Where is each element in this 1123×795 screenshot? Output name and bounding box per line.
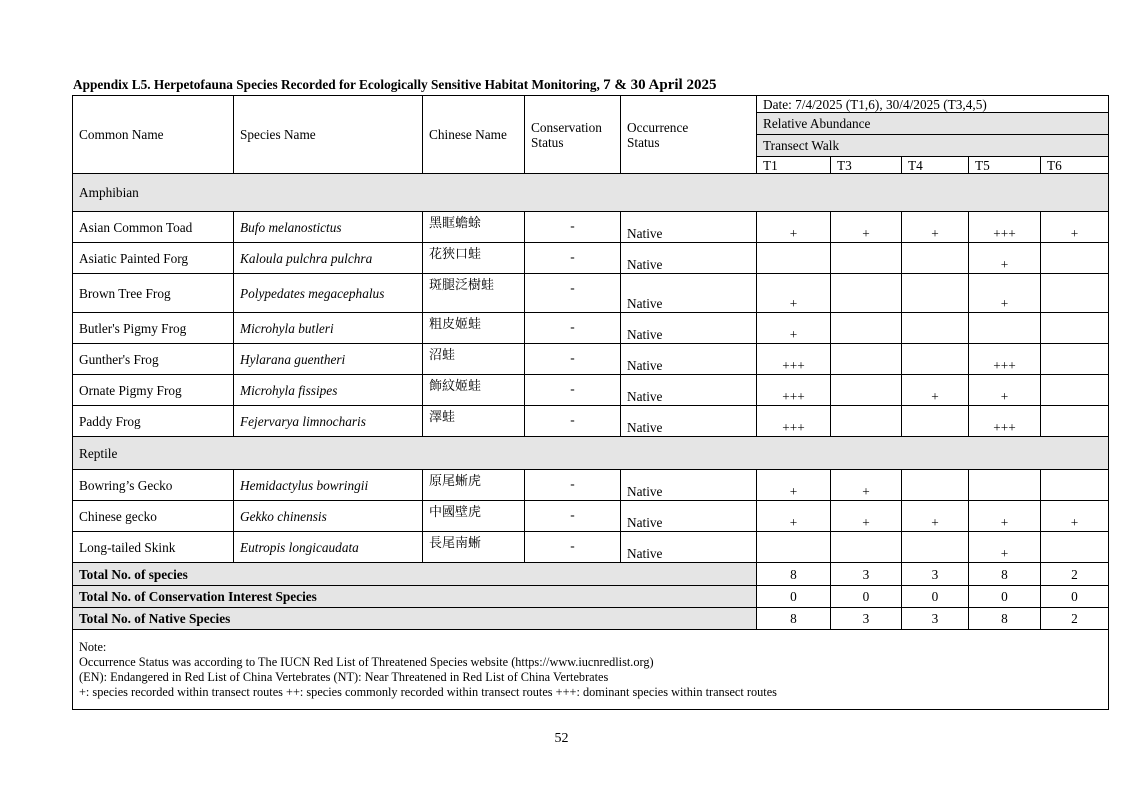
totals-value: 8 (969, 563, 1041, 586)
abundance-cell-t4 (902, 313, 969, 344)
header-row-1 (73, 96, 1109, 113)
occurrence-status-cell: Native (621, 274, 757, 313)
abundance-cell-t1: +++ (757, 344, 831, 375)
abundance-cell-t6 (1041, 243, 1109, 274)
abundance-cell-t4 (902, 243, 969, 274)
notes-cell (73, 630, 1109, 710)
common-name-cell: Ornate Pigmy Frog (73, 375, 234, 406)
header-chinese-name: Chinese Name (423, 96, 525, 174)
table-row (73, 212, 1109, 243)
header-common-name: Common Name (73, 96, 234, 174)
header-transect: T5 (969, 157, 1041, 174)
occurrence-status-cell: Native (621, 532, 757, 563)
abundance-cell-t1: + (757, 501, 831, 532)
abundance-cell-t6: + (1041, 501, 1109, 532)
header-species-name: Species Name (234, 96, 423, 174)
table-row (73, 375, 1109, 406)
table-row (73, 344, 1109, 375)
abundance-cell-t6 (1041, 470, 1109, 501)
totals-label: Total No. of Native Species (73, 608, 757, 630)
occurrence-status-cell: Native (621, 243, 757, 274)
conservation-status-cell: - (525, 313, 621, 344)
header-transect: T3 (831, 157, 902, 174)
abundance-cell-t5: + (969, 243, 1041, 274)
abundance-cell-t5: +++ (969, 212, 1041, 243)
totals-label: Total No. of species (73, 563, 757, 586)
group-label: Reptile (73, 437, 1109, 470)
group-label: Amphibian (73, 174, 1109, 212)
occurrence-status-cell: Native (621, 212, 757, 243)
conservation-status-cell: - (525, 532, 621, 563)
abundance-cell-t5: + (969, 501, 1041, 532)
header-transect: T1 (757, 157, 831, 174)
abundance-cell-t6 (1041, 344, 1109, 375)
abundance-cell-t5: + (969, 532, 1041, 563)
abundance-cell-t5 (969, 313, 1041, 344)
totals-value: 2 (1041, 563, 1109, 586)
conservation-status-cell: - (525, 470, 621, 501)
abundance-cell-t3 (831, 274, 902, 313)
totals-value: 8 (757, 608, 831, 630)
species-name-cell: Polypedates megacephalus (234, 274, 423, 313)
abundance-cell-t4: + (902, 375, 969, 406)
common-name-cell: Long-tailed Skink (73, 532, 234, 563)
conservation-status-cell: - (525, 375, 621, 406)
abundance-cell-t4: + (902, 212, 969, 243)
chinese-name-cell: 花狹口蛙 (423, 243, 525, 274)
table-row (73, 243, 1109, 274)
conservation-status-cell: - (525, 344, 621, 375)
totals-value: 0 (831, 586, 902, 608)
chinese-name-cell: 沼蛙 (423, 344, 525, 375)
abundance-cell-t6 (1041, 313, 1109, 344)
abundance-cell-t1: + (757, 274, 831, 313)
header-transect: T6 (1041, 157, 1109, 174)
abundance-cell-t3: + (831, 501, 902, 532)
chinese-name-cell: 長尾南蜥 (423, 532, 525, 563)
abundance-cell-t4: + (902, 501, 969, 532)
occurrence-status-cell: Native (621, 375, 757, 406)
occurrence-status-cell: Native (621, 344, 757, 375)
abundance-cell-t5: +++ (969, 344, 1041, 375)
chinese-name-cell: 飾紋姬蛙 (423, 375, 525, 406)
abundance-cell-t4 (902, 470, 969, 501)
abundance-cell-t3 (831, 344, 902, 375)
chinese-name-cell: 粗皮姬蛙 (423, 313, 525, 344)
species-name-cell: Hylarana guentheri (234, 344, 423, 375)
totals-value: 3 (831, 608, 902, 630)
totals-value: 2 (1041, 608, 1109, 630)
conservation-status-cell: - (525, 406, 621, 437)
abundance-cell-t3 (831, 532, 902, 563)
totals-value: 0 (757, 586, 831, 608)
conservation-status-cell: - (525, 501, 621, 532)
species-name-cell: Eutropis longicaudata (234, 532, 423, 563)
abundance-cell-t5: + (969, 375, 1041, 406)
chinese-name-cell: 原尾蜥虎 (423, 470, 525, 501)
title-dates: 7 & 30 April 2025 (603, 77, 717, 93)
conservation-status-cell: - (525, 243, 621, 274)
abundance-cell-t1: +++ (757, 406, 831, 437)
note-line: (EN): Endangered in Red List of China Vertebrates (NT): Near Threatened in Red List of China Vertebrates (79, 669, 609, 684)
species-name-cell: Gekko chinensis (234, 501, 423, 532)
table-row (73, 532, 1109, 563)
abundance-cell-t4 (902, 406, 969, 437)
totals-value: 0 (969, 586, 1041, 608)
header-conservation-status: Conservation Status (525, 96, 621, 174)
conservation-status-cell: - (525, 274, 621, 313)
note-line: Occurrence Status was according to The IUCN Red List of Threatened Species website (https://www.iucnredlist.org) (79, 654, 654, 669)
abundance-cell-t5: +++ (969, 406, 1041, 437)
abundance-cell-t6 (1041, 532, 1109, 563)
abundance-cell-t3 (831, 313, 902, 344)
totals-value: 3 (902, 608, 969, 630)
chinese-name-cell: 中國壁虎 (423, 501, 525, 532)
table-row (73, 470, 1109, 501)
totals-row (73, 586, 1109, 608)
common-name-cell: Chinese gecko (73, 501, 234, 532)
species-name-cell: Hemidactylus bowringii (234, 470, 423, 501)
species-name-cell: Kaloula pulchra pulchra (234, 243, 423, 274)
totals-value: 8 (969, 608, 1041, 630)
abundance-cell-t5: + (969, 274, 1041, 313)
note-line: +: species recorded within transect routes ++: species commonly recorded within transect routes +++: dominant species within transect routes (79, 684, 777, 699)
totals-row (73, 608, 1109, 630)
abundance-cell-t4 (902, 532, 969, 563)
group-row-reptile (73, 437, 1109, 470)
abundance-cell-t4 (902, 344, 969, 375)
abundance-cell-t1: + (757, 212, 831, 243)
common-name-cell: Asian Common Toad (73, 212, 234, 243)
abundance-cell-t1: + (757, 313, 831, 344)
abundance-cell-t3: + (831, 470, 902, 501)
abundance-cell-t4 (902, 274, 969, 313)
note-heading: Note: (79, 639, 107, 654)
common-name-cell: Gunther's Frog (73, 344, 234, 375)
common-name-cell: Paddy Frog (73, 406, 234, 437)
species-name-cell: Microhyla fissipes (234, 375, 423, 406)
table-row (73, 313, 1109, 344)
header-relative-abundance: Relative Abundance (757, 113, 1109, 135)
chinese-name-cell: 澤蛙 (423, 406, 525, 437)
species-name-cell: Microhyla butleri (234, 313, 423, 344)
abundance-cell-t1 (757, 532, 831, 563)
herpetofauna-table (72, 95, 1109, 710)
abundance-cell-t3 (831, 243, 902, 274)
notes-row (73, 630, 1109, 710)
abundance-cell-t6 (1041, 375, 1109, 406)
abundance-cell-t6 (1041, 274, 1109, 313)
title-main: Appendix L5. Herpetofauna Species Recorded for Ecologically Sensitive Habitat Monitoring, (73, 77, 604, 92)
table-row (73, 406, 1109, 437)
abundance-cell-t3 (831, 406, 902, 437)
chinese-name-cell: 黑眶蟾蜍 (423, 212, 525, 243)
header-transect-walk: Transect Walk (757, 135, 1109, 157)
totals-value: 8 (757, 563, 831, 586)
conservation-status-cell: - (525, 212, 621, 243)
common-name-cell: Butler's Pigmy Frog (73, 313, 234, 344)
common-name-cell: Brown Tree Frog (73, 274, 234, 313)
species-name-cell: Fejervarya limnocharis (234, 406, 423, 437)
abundance-cell-t3 (831, 375, 902, 406)
group-row-amphibian (73, 174, 1109, 212)
header-occurrence-status: Occurrence Status (621, 96, 757, 174)
table-row (73, 274, 1109, 313)
occurrence-status-cell: Native (621, 470, 757, 501)
abundance-cell-t1 (757, 243, 831, 274)
totals-value: 3 (902, 563, 969, 586)
page-title (73, 77, 716, 94)
abundance-cell-t5 (969, 470, 1041, 501)
chinese-name-cell: 斑腿泛樹蛙 (423, 274, 525, 313)
abundance-cell-t1: +++ (757, 375, 831, 406)
abundance-cell-t6 (1041, 406, 1109, 437)
abundance-cell-t1: + (757, 470, 831, 501)
abundance-cell-t6: + (1041, 212, 1109, 243)
occurrence-status-cell: Native (621, 313, 757, 344)
species-name-cell: Bufo melanostictus (234, 212, 423, 243)
table-row (73, 501, 1109, 532)
common-name-cell: Bowring’s Gecko (73, 470, 234, 501)
totals-label: Total No. of Conservation Interest Species (73, 586, 757, 608)
totals-value: 0 (1041, 586, 1109, 608)
page-number: 52 (554, 731, 569, 746)
header-transect: T4 (902, 157, 969, 174)
totals-row (73, 563, 1109, 586)
occurrence-status-cell: Native (621, 406, 757, 437)
abundance-cell-t3: + (831, 212, 902, 243)
totals-value: 3 (831, 563, 902, 586)
header-date: Date: 7/4/2025 (T1,6), 30/4/2025 (T3,4,5) (757, 96, 1109, 113)
occurrence-status-cell: Native (621, 501, 757, 532)
totals-value: 0 (902, 586, 969, 608)
common-name-cell: Asiatic Painted Forg (73, 243, 234, 274)
